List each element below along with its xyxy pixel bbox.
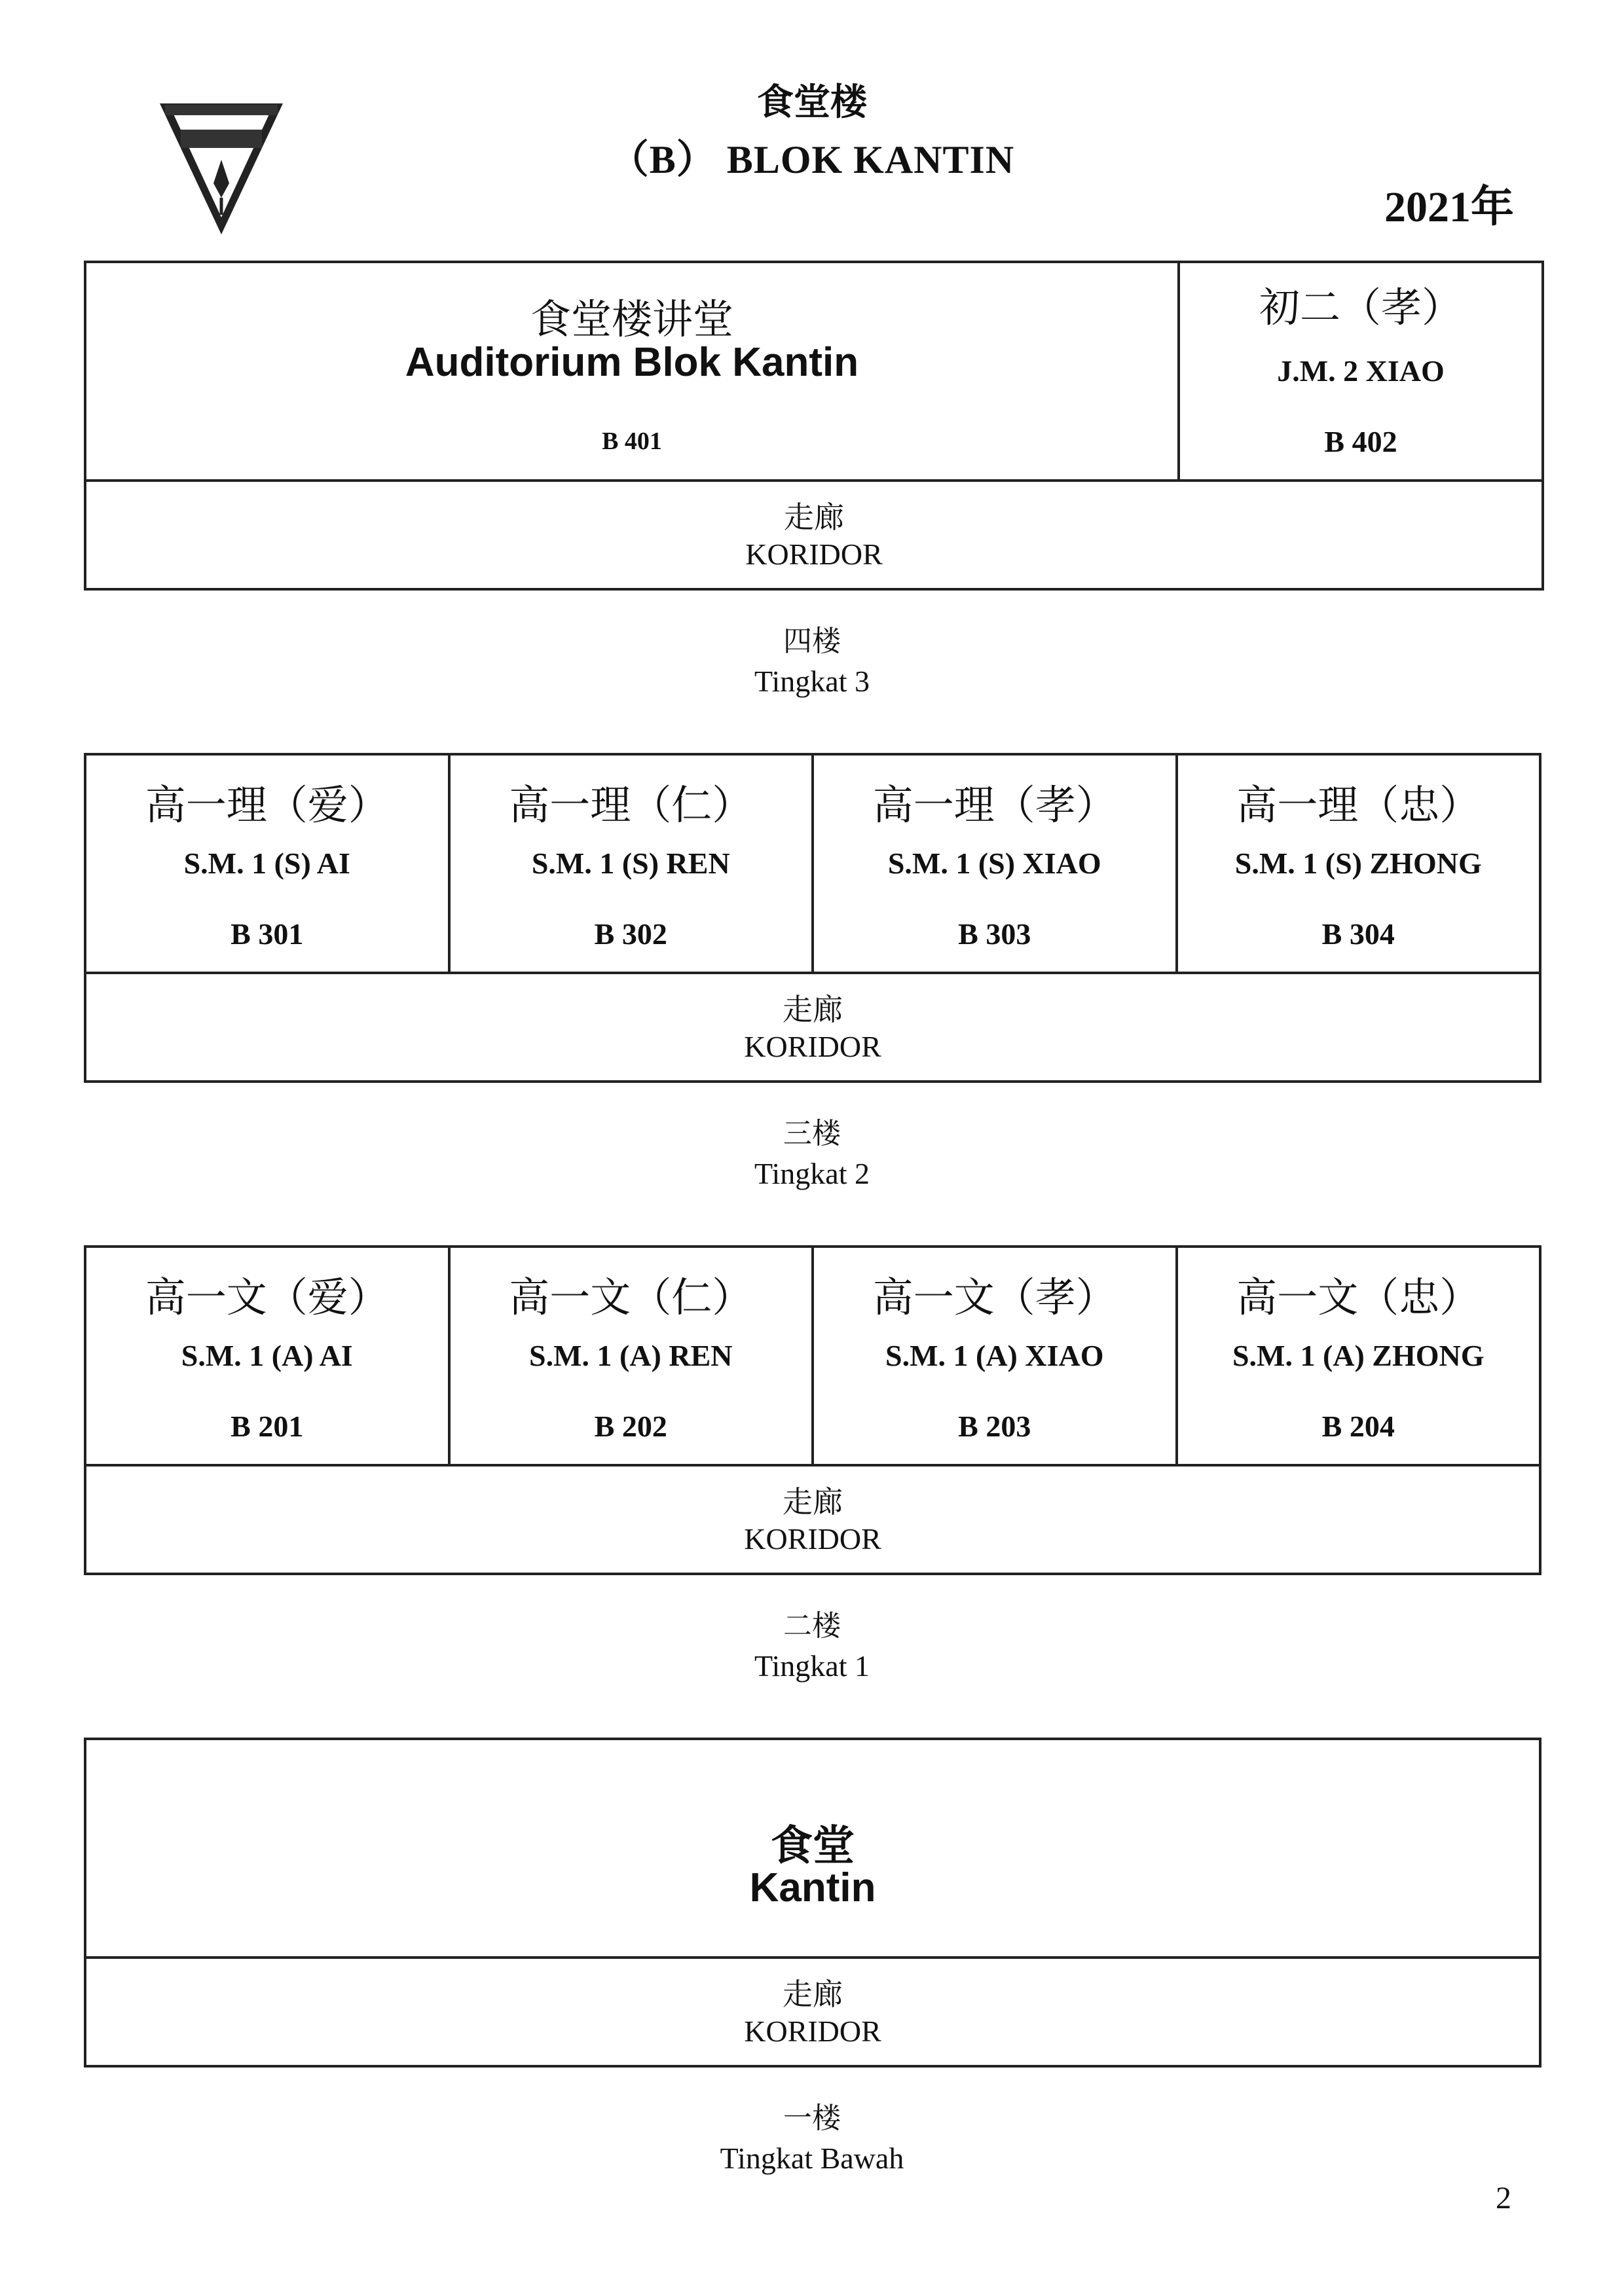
room-name-zh: 高一理（忠）: [1236, 784, 1481, 828]
room-name-zh: 高一理（爱）: [145, 784, 389, 828]
room-name-zh: 高一文（仁）: [509, 1276, 753, 1321]
room-code: B 402: [1324, 425, 1397, 458]
room-code: B 304: [1321, 917, 1395, 951]
corridor-label-en: KORIDOR: [744, 2014, 881, 2048]
floor-1-label: [0, 2099, 1624, 2179]
room-b201: [85, 1247, 449, 1465]
floor-label-zh: 二楼: [783, 1610, 841, 1642]
corridor-label-zh: 走廊: [783, 1485, 843, 1519]
room-code: B 303: [958, 917, 1031, 951]
corridor-label-zh: 走廊: [784, 501, 844, 534]
room-name-en: S.M. 1 (A) ZHONG: [1232, 1339, 1485, 1372]
room-name-zh: 食堂: [771, 1823, 855, 1869]
floor-1-plan: [84, 1738, 1541, 2068]
corridor-label-en: KORIDOR: [744, 1522, 881, 1556]
room-auditorium: [85, 262, 1179, 481]
room-name-zh: 初二（孝）: [1259, 286, 1462, 331]
room-b202: [449, 1247, 813, 1465]
floor-label-zh: 四楼: [783, 625, 841, 657]
floor-label-zh: 三楼: [783, 1118, 841, 1150]
floor-3-plan: [84, 753, 1541, 1083]
room-b302: [449, 754, 813, 973]
room-code: B 302: [594, 917, 667, 951]
corridor: [85, 481, 1543, 589]
corridor-label-en: KORIDOR: [745, 538, 883, 571]
page-title-zh: 食堂楼: [757, 82, 867, 123]
corridor-label-en: KORIDOR: [744, 1030, 881, 1063]
room-name-en: Kantin: [749, 1865, 876, 1910]
floor-label-en: Tingkat 3: [754, 665, 870, 698]
page-title-en: （B） BLOK KANTIN: [609, 138, 1015, 181]
corridor: [85, 1465, 1540, 1574]
room-b304: [1177, 754, 1541, 973]
room-b303: [813, 754, 1177, 973]
floor-label-en: Tingkat 2: [754, 1157, 870, 1190]
room-name-en: S.M. 1 (A) XIAO: [885, 1339, 1104, 1372]
floor-2-plan: [84, 1245, 1541, 1575]
room-code: B 201: [231, 1410, 304, 1443]
room-name-zh: 高一理（仁）: [509, 784, 753, 828]
room-code: B 204: [1321, 1410, 1395, 1443]
room-b301: [85, 754, 449, 973]
floor-label-en: Tingkat Bawah: [720, 2141, 904, 2175]
page-number: 2: [1496, 2181, 1511, 2215]
room-code: B 202: [594, 1410, 667, 1443]
corridor-label-zh: 走廊: [783, 993, 843, 1027]
room-name-zh: 高一文（孝）: [872, 1276, 1116, 1321]
room-name-en: Auditorium Blok Kantin: [405, 340, 859, 385]
room-b203: [813, 1247, 1177, 1465]
floor-2-label: [0, 1607, 1624, 1686]
floor-4-plan: [84, 261, 1544, 591]
corridor-label-zh: 走廊: [783, 1978, 843, 2011]
corridor: [85, 1958, 1540, 2066]
room-code: B 401: [602, 428, 662, 455]
room-code: B 301: [231, 917, 304, 951]
room-name-en: S.M. 1 (S) REN: [531, 847, 730, 880]
room-b204: [1177, 1247, 1541, 1465]
room-b402: [1179, 262, 1543, 481]
floor-label-en: Tingkat 1: [754, 1649, 870, 1683]
floor-label-zh: 一楼: [783, 2102, 841, 2134]
room-name-en: J.M. 2 XIAO: [1277, 354, 1445, 388]
room-name-zh: 高一理（孝）: [872, 784, 1116, 828]
room-name-zh: 高一文（爱）: [145, 1276, 389, 1321]
room-canteen: [85, 1739, 1540, 1958]
room-name-zh: 食堂楼讲堂: [530, 298, 733, 342]
room-name-zh: 高一文（忠）: [1236, 1276, 1481, 1321]
room-name-en: S.M. 1 (S) ZHONG: [1234, 847, 1482, 880]
room-name-en: S.M. 1 (A) REN: [529, 1339, 733, 1372]
floor-3-label: [0, 1114, 1624, 1194]
year-label: 2021年: [1384, 183, 1514, 231]
room-name-en: S.M. 1 (S) AI: [183, 847, 350, 880]
room-name-en: S.M. 1 (A) AI: [181, 1339, 353, 1372]
floor-4-label: [0, 622, 1624, 702]
room-code: B 203: [958, 1410, 1031, 1443]
room-name-en: S.M. 1 (S) XIAO: [887, 847, 1101, 880]
corridor: [85, 973, 1540, 1082]
